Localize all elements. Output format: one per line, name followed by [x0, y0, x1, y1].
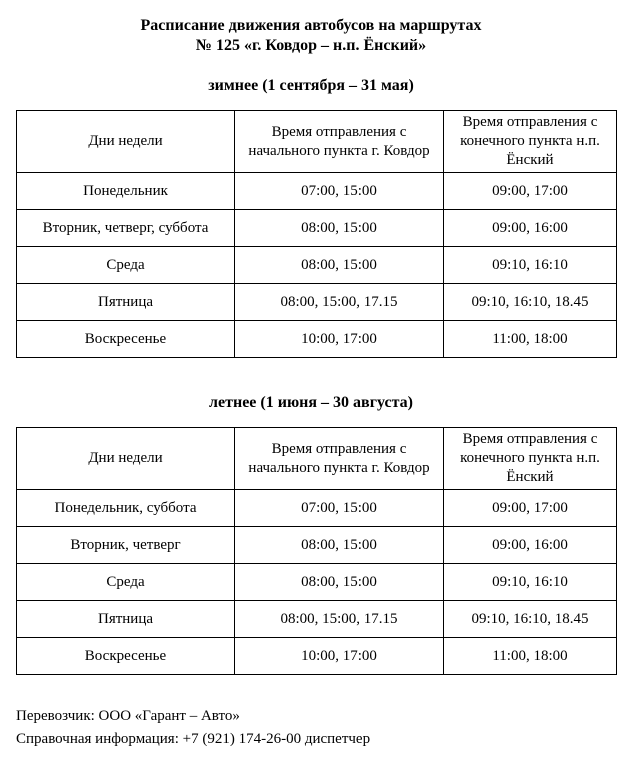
departure-time-cell: 07:00, 15:00 [235, 173, 444, 210]
day-cell: Среда [17, 247, 235, 284]
arrival-time-cell: 11:00, 18:00 [444, 321, 617, 358]
table-row [17, 247, 617, 284]
column-header-departure: Время отправления с начального пункта г. Ковдор [235, 428, 444, 490]
departure-time-cell: 08:00, 15:00 [235, 527, 444, 564]
arrival-time-cell: 09:10, 16:10, 18.45 [444, 284, 617, 321]
day-cell: Воскресенье [17, 321, 235, 358]
winter-schedule-table [16, 110, 617, 358]
day-cell: Среда [17, 564, 235, 601]
table-row [17, 284, 617, 321]
departure-time-cell: 08:00, 15:00, 17.15 [235, 284, 444, 321]
table-header-row [17, 111, 617, 173]
departure-time-cell: 10:00, 17:00 [235, 321, 444, 358]
day-cell: Воскресенье [17, 638, 235, 675]
arrival-time-cell: 09:10, 16:10 [444, 247, 617, 284]
departure-time-cell: 08:00, 15:00 [235, 564, 444, 601]
document-title-line-1: Расписание движения автобусов на маршрутах [140, 17, 482, 34]
summer-schedule-title: летнее (1 июня – 30 августа) [209, 394, 413, 411]
column-header-arrival: Время отправления с конечного пункта н.п. Ёнский [444, 428, 617, 490]
column-header-days: Дни недели [17, 428, 235, 490]
table-row [17, 564, 617, 601]
table-row [17, 321, 617, 358]
arrival-time-cell: 09:00, 16:00 [444, 527, 617, 564]
table-header-row [17, 428, 617, 490]
arrival-time-cell: 09:00, 17:00 [444, 173, 617, 210]
table-row [17, 173, 617, 210]
day-cell: Пятница [17, 601, 235, 638]
arrival-time-cell: 11:00, 18:00 [444, 638, 617, 675]
column-header-days: Дни недели [17, 111, 235, 173]
table-row [17, 638, 617, 675]
reference-phone-info: Справочная информация: +7 (921) 174-26-00 диспетчер [16, 731, 371, 747]
table-row [17, 601, 617, 638]
winter-schedule-title: зимнее (1 сентября – 31 мая) [208, 77, 414, 94]
table-row [17, 210, 617, 247]
day-cell: Понедельник, суббота [17, 490, 235, 527]
document-title-line-2: № 125 «г. Ковдор – н.п. Ёнский» [195, 37, 427, 54]
departure-time-cell: 08:00, 15:00 [235, 210, 444, 247]
day-cell: Вторник, четверг, суббота [17, 210, 235, 247]
arrival-time-cell: 09:10, 16:10, 18.45 [444, 601, 617, 638]
table-row [17, 527, 617, 564]
column-header-departure: Время отправления с начального пункта г. Ковдор [235, 111, 444, 173]
departure-time-cell: 08:00, 15:00, 17.15 [235, 601, 444, 638]
departure-time-cell: 08:00, 15:00 [235, 247, 444, 284]
day-cell: Понедельник [17, 173, 235, 210]
summer-schedule-table [16, 427, 617, 675]
arrival-time-cell: 09:00, 16:00 [444, 210, 617, 247]
departure-time-cell: 07:00, 15:00 [235, 490, 444, 527]
day-cell: Пятница [17, 284, 235, 321]
day-cell: Вторник, четверг [17, 527, 235, 564]
table-row [17, 490, 617, 527]
column-header-arrival: Время отправления с конечного пункта н.п. Ёнский [444, 111, 617, 173]
arrival-time-cell: 09:00, 17:00 [444, 490, 617, 527]
carrier-info: Перевозчик: ООО «Гарант – Авто» [16, 708, 240, 724]
departure-time-cell: 10:00, 17:00 [235, 638, 444, 675]
arrival-time-cell: 09:10, 16:10 [444, 564, 617, 601]
